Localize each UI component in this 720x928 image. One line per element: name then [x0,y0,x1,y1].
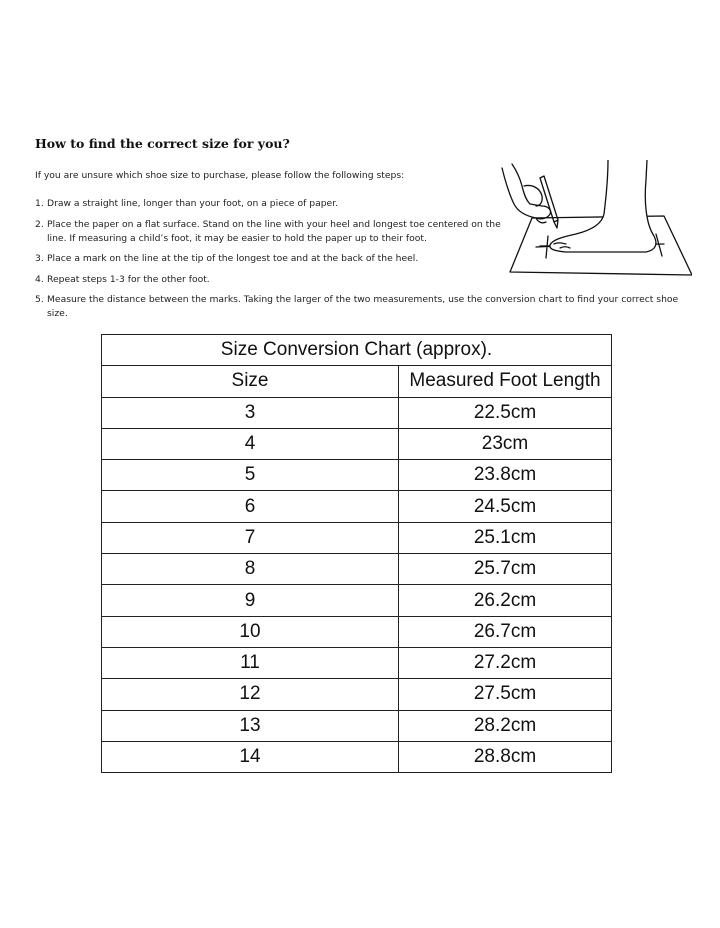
size-cell: 9 [102,585,399,616]
table-title: Size Conversion Chart (approx). [102,335,612,366]
length-cell: 22.5cm [399,397,612,428]
step-number: 5. [35,294,44,305]
table-row [102,585,612,616]
length-cell: 27.5cm [399,679,612,710]
step-text: Measure the distance between the marks. Taking the larger of the two measurements, use the conversion chart to find your correct shoe size. [47,294,679,319]
size-cell: 11 [102,647,399,678]
table-row [102,460,612,491]
table-row [102,679,612,710]
table-header-row [102,366,612,397]
length-cell: 26.2cm [399,585,612,616]
step-text: Place the paper on a flat surface. Stand on the line with your heel and longest toe centered on the line. If measuring a child’s foot, it may be easier to hold the paper up to their foot. [47,218,501,244]
size-cell: 3 [102,397,399,428]
length-cell: 25.7cm [399,554,612,585]
size-cell: 13 [102,710,399,741]
length-cell: 24.5cm [399,491,612,522]
column-header-size: Size [102,366,399,397]
step-number: 3. [35,253,44,264]
column-header-foot-length: Measured Foot Length [399,366,612,397]
length-cell: 25.1cm [399,522,612,553]
size-cell: 7 [102,522,399,553]
step-number: 2. [35,218,44,230]
size-cell: 6 [102,491,399,522]
step-number: 1. [35,198,44,209]
table-row [102,428,612,459]
foot-measuring-icon [496,160,692,278]
size-cell: 14 [102,741,399,772]
length-cell: 27.2cm [399,647,612,678]
length-cell: 23.8cm [399,460,612,491]
length-cell: 26.7cm [399,616,612,647]
step-item [35,218,507,246]
intro-text: If you are unsure which shoe size to purchase, please follow the following steps: [35,170,405,181]
table-title-row [102,335,612,366]
size-cell: 5 [102,460,399,491]
size-cell: 12 [102,679,399,710]
step-item [35,293,685,321]
table-row [102,741,612,772]
length-cell: 28.8cm [399,741,612,772]
size-cell: 8 [102,554,399,585]
table-row [102,710,612,741]
step-text: Draw a straight line, longer than your foot, on a piece of paper. [47,198,339,209]
step-item [35,273,507,287]
table-row [102,647,612,678]
step-item [35,197,507,211]
table-row [102,397,612,428]
step-text: Place a mark on the line at the tip of the longest toe and at the back of the heel. [47,253,419,264]
page-heading: How to find the correct size for you? [35,136,290,151]
length-cell: 28.2cm [399,710,612,741]
size-cell: 4 [102,428,399,459]
size-cell: 10 [102,616,399,647]
table-row [102,554,612,585]
table-row [102,616,612,647]
step-text: Repeat steps 1-3 for the other foot. [47,273,210,285]
table-row [102,491,612,522]
table-row [102,522,612,553]
size-conversion-table [101,334,612,773]
step-number: 4. [35,273,44,285]
length-cell: 23cm [399,428,612,459]
step-item [35,252,507,266]
